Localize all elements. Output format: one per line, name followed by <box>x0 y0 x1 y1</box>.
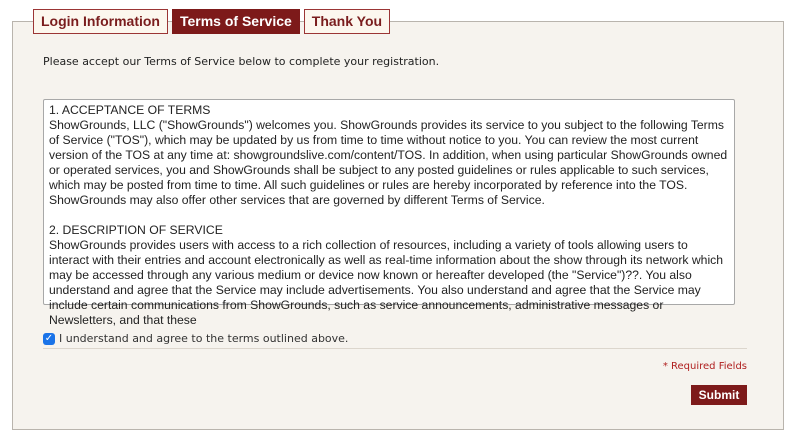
submit-button[interactable]: Submit <box>691 385 747 405</box>
checkmark-icon: ✓ <box>44 332 54 344</box>
tab-terms-of-service[interactable]: Terms of Service <box>172 9 300 34</box>
terms-section-1 <box>49 103 729 208</box>
registration-tabs <box>33 9 390 34</box>
terms-section-2-body: ShowGrounds provides users with access to a rich collection of resources, including a variety of tools allowing users to interact with their entries and account electronically as well as real-time information about the show through its network which may be accessed through any various medium or device now known or hereafter developed (the "Service")??. You also understand and agree that the Service may include advertisements. You also understand and agree that the Service may include certain communications from ShowGrounds, such as service announcements, administrative messages or Newsletters, and that these <box>49 238 724 327</box>
agree-checkbox[interactable] <box>43 333 55 345</box>
divider <box>43 348 747 349</box>
terms-section-2 <box>49 223 729 328</box>
intro-text: Please accept our Terms of Service below to complete your registration. <box>43 55 440 68</box>
agree-row <box>43 332 348 345</box>
agree-label[interactable]: I understand and agree to the terms outlined above. <box>59 332 349 345</box>
terms-section-1-body: ShowGrounds, LLC ("ShowGrounds") welcomes you. ShowGrounds provides its service to you subject to the following Terms of Service ("TOS"), which may be updated by us from time to time without notice to you. You can review the most current version of the TOS at any time at: showgroundslive.com/content/TOS. In addition, when using particular ShowGrounds owned or operated services, you and ShowGrounds shall be subject to any posted guidelines or rules applicable to such services, which may be posted from time to time. All such guidelines or rules are hereby incorporated by reference into the TOS. ShowGrounds may also offer other services that are governed by different Terms of Service. <box>49 118 728 207</box>
required-fields-note: * Required Fields <box>662 361 747 372</box>
tab-login-information[interactable]: Login Information <box>33 9 168 34</box>
terms-of-service-textbox[interactable] <box>43 99 735 327</box>
terms-section-2-heading: 2. DESCRIPTION OF SERVICE <box>49 223 223 237</box>
tab-thank-you[interactable]: Thank You <box>304 9 390 34</box>
terms-section-1-heading: 1. ACCEPTANCE OF TERMS <box>49 103 211 117</box>
